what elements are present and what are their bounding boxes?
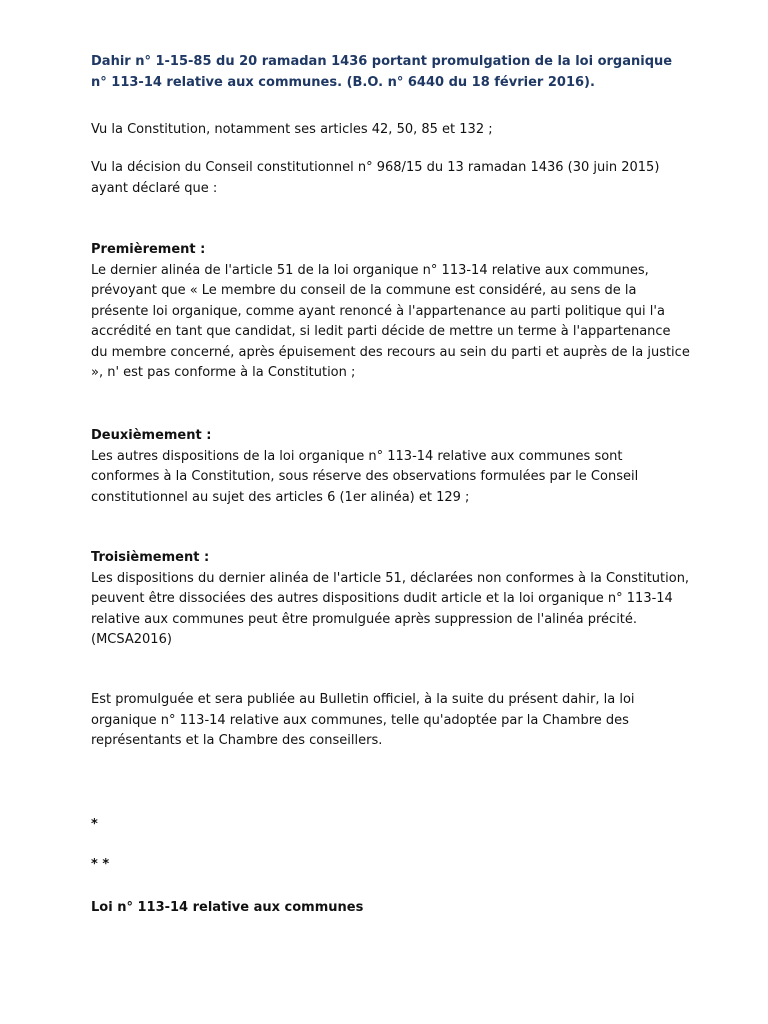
separator-double-asterisk: * * (91, 857, 110, 872)
section-heading: Deuxièmement : (91, 428, 212, 443)
promulgation-paragraph: Est promulguée et sera publiée au Bulletin officiel, à la suite du présent dahir, la loi organique n° 113-14 relative aux communes, telle qu'adoptée par la Chambre des représentants et la Chambre des conseillers. (91, 692, 635, 748)
section-deuxiemement (91, 426, 691, 508)
intro-paragraph-constitution: Vu la Constitution, notamment ses articles 42, 50, 85 et 132 ; (91, 122, 493, 137)
section-heading: Premièrement : (91, 242, 206, 257)
law-title: Loi n° 113-14 relative aux communes (91, 900, 364, 915)
section-text: Le dernier alinéa de l'article 51 de la loi organique n° 113-14 relative aux communes, prévoyant que « Le membre du conseil de la commune est considéré, au sens de la présente loi organique, comme ayant renoncé à l'appartenance au parti politique qui l'a accrédité en tant que candidat, si ledit parti décide de mettre un terme à l'appartenance du membre concerné, après épuisement des recours au sein du parti et auprès de la justice », n' est pas conforme à la Constitution ; (91, 262, 690, 380)
section-heading: Troisièmement : (91, 550, 210, 565)
document-title: Dahir n° 1-15-85 du 20 ramadan 1436 portant promulgation de la loi organique n° 113-14 relative aux communes. (B.O. n° 6440 du 18 février 2016). (91, 54, 673, 90)
section-premierement (91, 240, 691, 384)
section-troisiemement (91, 548, 691, 651)
section-text: Les dispositions du dernier alinéa de l'article 51, déclarées non conformes à la Constitution, peuvent être dissociées des autres dispositions dudit article et la loi organique n° 113-14 relative aux communes peut être promulguée après suppression de l'alinéa précité. (MCSA2016) (91, 570, 690, 647)
section-text: Les autres dispositions de la loi organique n° 113-14 relative aux communes sont conformes à la Constitution, sous réserve des observations formulées par le Conseil constitutionnel au sujet des articles 6 (1er alinéa) et 129 ; (91, 448, 639, 505)
intro-paragraph-decision: Vu la décision du Conseil constitutionnel n° 968/15 du 13 ramadan 1436 (30 juin 2015) ayant déclaré que : (91, 160, 660, 196)
separator-single-asterisk: * (91, 817, 98, 832)
